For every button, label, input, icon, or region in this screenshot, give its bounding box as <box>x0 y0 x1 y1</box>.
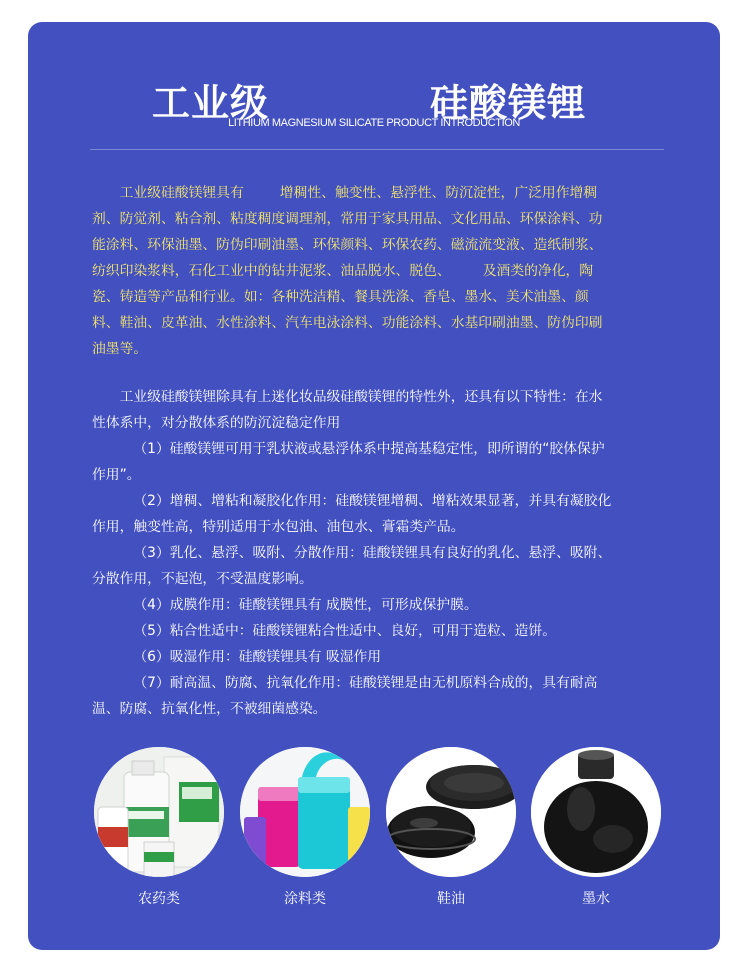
product-card <box>28 22 720 950</box>
product-shoe-polish[interactable] <box>386 747 516 927</box>
feature-item: （4）成膜作用：硅酸镁锂具有 成膜性，可形成保护膜。 <box>133 597 478 613</box>
feature-item: （7）耐高温、防腐、抗氧化作用：硅酸镁锂是由无机原料合成的，具有耐高 <box>133 675 598 691</box>
product-ink[interactable] <box>531 747 661 927</box>
title-right: 硅酸镁锂 <box>430 81 587 125</box>
product-label: 农药类 <box>138 891 180 907</box>
subtitle: LITHIUM MAGNESIUM SILICATE PRODUCT INTRODUCTION <box>228 117 520 129</box>
product-label: 鞋油 <box>437 891 465 907</box>
feature-item-cont: 作用”。 <box>92 467 141 483</box>
intro-line: 增稠性、触变性、悬浮性、防沉淀性，广泛用作增稠 <box>279 185 598 201</box>
product-pesticide[interactable] <box>94 747 224 927</box>
ink-bottle-image <box>531 747 661 877</box>
intro-line: 能涂料、环保油墨、防伪印刷油墨、环保颜料、环保农药、磁流流变液、造纸制浆、 <box>92 237 603 253</box>
pesticide-bottles-image <box>94 747 224 877</box>
features-intro-line: 性体系中，对分散体系的防沉淀稳定作用 <box>92 415 341 431</box>
shoe-polish-tin-image <box>386 747 516 877</box>
intro-line: 油墨等。 <box>92 341 148 357</box>
intro-paragraph <box>92 180 660 362</box>
divider <box>90 149 664 150</box>
feature-item: （6）吸湿作用：硅酸镁锂具有 吸湿作用 <box>133 649 382 665</box>
intro-line: 料、鞋油、皮革油、水性涂料、汽车电泳涂料、功能涂料、水基印刷油墨、防伪印刷 <box>92 315 603 331</box>
feature-item: （5）粘合性适中：硅酸镁锂粘合性适中、良好，可用于造粒、造饼。 <box>133 623 557 639</box>
feature-item-cont: 分散作用，不起泡，不受温度影响。 <box>92 571 313 587</box>
product-label: 墨水 <box>582 891 610 907</box>
intro-line: 剂、防觉剂、粘合剂、粘度稠度调理剂，常用于家具用品、文化用品、环保涂料、功 <box>92 211 603 227</box>
product-gallery <box>28 747 720 937</box>
intro-line: 纺织印染浆料，石化工业中的钻井泥浆、油品脱水、脱色、 <box>92 263 451 279</box>
features-intro-line: 工业级硅酸镁锂除具有上迷化妆品级硅酸镁锂的特性外，还具有以下特性：在水 <box>119 389 603 405</box>
product-paint[interactable] <box>240 747 370 927</box>
feature-item-cont: 温、防腐、抗氧化性，不被细菌感染。 <box>92 701 327 717</box>
features-paragraph <box>92 384 660 722</box>
feature-item-cont: 作用，触变性高，特别适用于水包油、油包水、膏霜类产品。 <box>92 519 465 535</box>
intro-line: 工业级硅酸镁锂具有 <box>119 185 244 201</box>
feature-item: （1）硅酸镁锂可用于乳状液或悬浮体系中提高基稳定性，即所谓的“胶体保护 <box>133 441 605 457</box>
paint-jars-image <box>240 747 370 877</box>
feature-item: （2）增稠、增粘和凝胶化作用：硅酸镁锂增稠、增粘效果显著，并具有凝胶化 <box>133 493 612 509</box>
feature-item: （3）乳化、悬浮、吸附、分散作用：硅酸镁锂具有良好的乳化、悬浮、吸附、 <box>133 545 612 561</box>
product-label: 涂料类 <box>284 891 326 907</box>
title-left: 工业级 <box>152 81 270 125</box>
intro-line: 瓷、铸造等产品和行业。如：各种洗洁精、餐具洗涤、香皂、墨水、美术油墨、颜 <box>92 289 589 305</box>
intro-line: 及酒类的净化，陶 <box>482 263 594 279</box>
